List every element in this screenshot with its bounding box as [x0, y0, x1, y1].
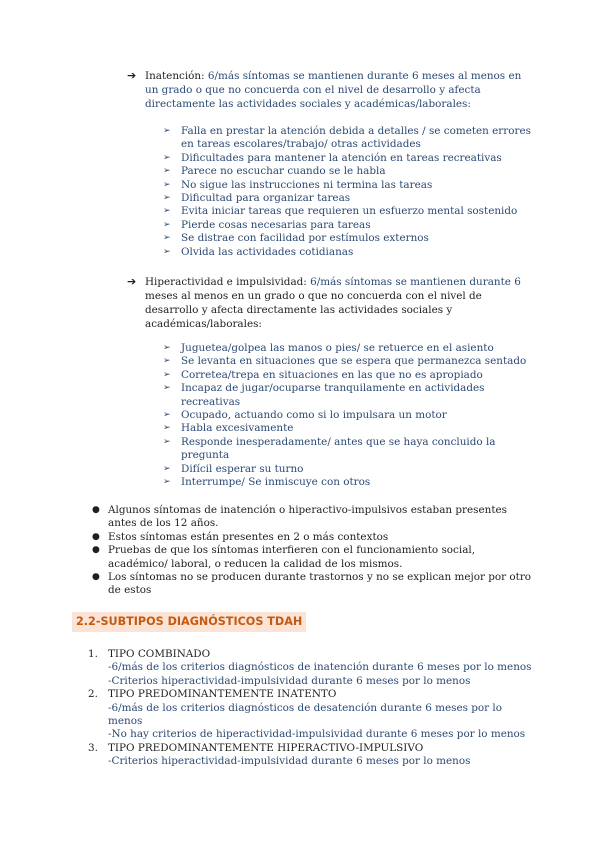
- symptom-item-line: Falla en prestar la atención debida a detalles / se cometen errores: [181, 125, 531, 137]
- hiperactividad-intro-text: 6/más síntomas se mantienen durante 6: [306, 276, 521, 288]
- criteria-item-line: de estos: [108, 584, 152, 597]
- subtype-title: TIPO PREDOMINANTEMENTE INATENTO: [108, 688, 337, 701]
- hiperactividad-intro-line-3: desarrollo y afecta directamente las actividades sociales y: [145, 304, 453, 316]
- arrow-right-icon: ➔: [127, 275, 137, 288]
- triangle-bullet-icon: ➢: [163, 193, 171, 203]
- bullet-dot-icon: ●: [92, 572, 100, 582]
- subtype-title: TIPO PREDOMINANTEMENTE HIPERACTIVO-IMPULSIVO: [108, 741, 424, 754]
- triangle-bullet-icon: ➢: [163, 246, 171, 257]
- triangle-bullet-icon: ➢: [163, 477, 171, 487]
- symptom-item-line: No sigue las instrucciones ni termina las tareas: [181, 178, 433, 191]
- hiperactividad-intro-line-2: meses al menos en un grado o que no concuerda con el nivel de: [145, 290, 482, 302]
- symptom-item-line: Incapaz de jugar/ocuparse tranquilamente en actividades: [181, 382, 485, 395]
- symptom-item-line: Interrumpe/ Se inmiscuye con otros: [181, 476, 371, 488]
- hiperactividad-intro-line-4: académicas/laborales:: [145, 318, 262, 330]
- inatencion-intro-line-2: un grado o que no concuerda con el nivel de desarrollo y afecta: [145, 84, 481, 96]
- triangle-bullet-icon: ➢: [163, 369, 171, 380]
- symptom-item-line: Habla excesivamente: [181, 422, 294, 435]
- symptom-item-line: Se distrae con facilidad por estímulos externos: [181, 232, 429, 245]
- subtype-detail-line: -Criterios hiperactividad-impulsividad durante 6 meses por lo menos: [108, 755, 471, 768]
- criteria-item-line: Pruebas de que los síntomas interfieren con el funcionamiento social,: [108, 544, 476, 557]
- symptom-item-line: recreativas: [181, 395, 241, 408]
- symptom-item-line: en tareas escolares/trabajo/ otras actividades: [181, 138, 421, 151]
- criteria-item-line: Algunos síntomas de inatención o hiperactivo-impulsivos estaban presentes: [108, 504, 507, 516]
- symptom-item-line: Evita iniciar tareas que requieren un esfuerzo mental sostenido: [181, 205, 518, 218]
- inatencion-intro-text: 6/más síntomas se mantienen durante 6 meses al menos en: [204, 70, 522, 82]
- subtype-number: 1.: [88, 648, 98, 660]
- symptom-item-line: pregunta: [181, 449, 230, 462]
- triangle-bullet-icon: ➢: [163, 383, 171, 394]
- inatencion-intro-line-1: [145, 70, 521, 83]
- triangle-bullet-icon: ➢: [163, 410, 171, 420]
- subtype-detail-line: -No hay criterios de hiperactividad-impulsividad durante 6 meses por lo menos: [108, 728, 526, 741]
- symptom-item-line: Responde inesperadamente/ antes que se haya concluido la: [181, 435, 496, 448]
- symptom-item-line: Ocupado, actuando como si lo impulsara un motor: [181, 409, 447, 421]
- arrow-right-icon: ➔: [127, 69, 137, 82]
- subtype-number: 2.: [88, 688, 98, 701]
- symptom-item-line: Se levanta en situaciones que se espera que permanezca sentado: [181, 355, 527, 368]
- bullet-dot-icon: ●: [92, 505, 100, 515]
- triangle-bullet-icon: ➢: [163, 179, 171, 190]
- symptom-item-line: Parece no escuchar cuando se le habla: [181, 165, 386, 178]
- hiperactividad-intro-line-1: [145, 276, 521, 289]
- symptom-item-line: Dificultad para organizar tareas: [181, 192, 351, 204]
- symptom-item-line: Juguetea/golpea las manos o pies/ se retuerce en el asiento: [181, 342, 494, 354]
- subtype-number: 3.: [88, 741, 98, 754]
- triangle-bullet-icon: ➢: [163, 436, 171, 447]
- criteria-item-line: académico/ laboral, o reducen la calidad de los mismos.: [108, 557, 403, 570]
- triangle-bullet-icon: ➢: [163, 233, 171, 244]
- hiperactividad-label: Hiperactividad e impulsividad:: [145, 276, 307, 288]
- subtype-detail-line: menos: [108, 715, 143, 727]
- triangle-bullet-icon: ➢: [163, 219, 171, 230]
- subtype-detail-line: -6/más de los criterios diagnósticos de inatención durante 6 meses por lo menos: [108, 661, 532, 674]
- triangle-bullet-icon: ➢: [163, 343, 171, 353]
- criteria-item-line: Los síntomas no se producen durante trastornos y no se explican mejor por otro: [108, 571, 532, 583]
- triangle-bullet-icon: ➢: [163, 423, 171, 434]
- subtype-title: TIPO COMBINADO: [108, 648, 211, 660]
- symptom-item-line: Olvida las actividades cotidianas: [181, 245, 354, 258]
- inatencion-intro-line-3: directamente las actividades sociales y académicas/laborales:: [145, 98, 471, 110]
- bullet-dot-icon: ●: [92, 531, 100, 542]
- section-heading: 2.2-SUBTIPOS DIAGNÓSTICOS TDAH: [72, 612, 306, 632]
- bullet-dot-icon: ●: [92, 545, 100, 556]
- symptom-item-line: Corretea/trepa en situaciones en las que no es apropiado: [181, 368, 483, 381]
- triangle-bullet-icon: ➢: [163, 463, 171, 474]
- symptom-item-line: Difícil esperar su turno: [181, 462, 304, 475]
- triangle-bullet-icon: ➢: [163, 152, 171, 163]
- triangle-bullet-icon: ➢: [163, 126, 171, 136]
- criteria-item-line: antes de los 12 años.: [108, 517, 219, 530]
- triangle-bullet-icon: ➢: [163, 356, 171, 367]
- symptom-item-line: Dificultades para mantener la atención en tareas recreativas: [181, 151, 502, 164]
- symptom-item-line: Pierde cosas necesarias para tareas: [181, 218, 371, 231]
- subtype-detail-line: -6/más de los criterios diagnósticos de desatención durante 6 meses por lo: [108, 701, 503, 714]
- inatencion-label: Inatención:: [145, 70, 205, 82]
- subtype-detail-line: -Criterios hiperactividad-impulsividad durante 6 meses por lo menos: [108, 674, 471, 687]
- criteria-item-line: Estos síntomas están presentes en 2 o más contextos: [108, 530, 389, 543]
- triangle-bullet-icon: ➢: [163, 206, 171, 217]
- triangle-bullet-icon: ➢: [163, 166, 171, 177]
